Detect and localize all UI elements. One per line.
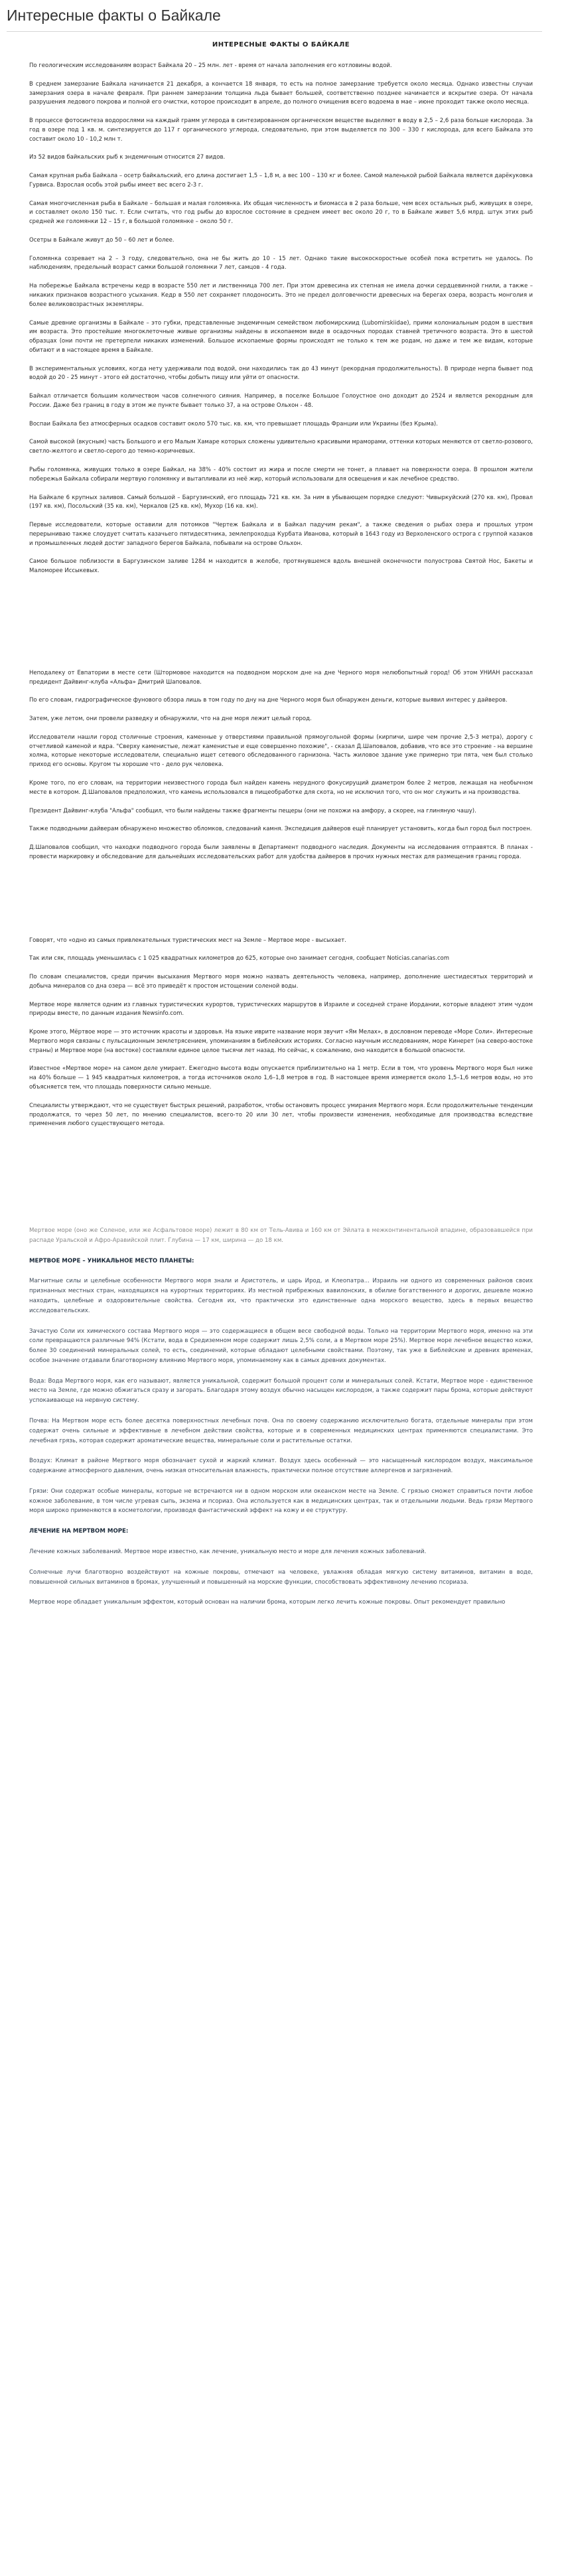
baikal-fact-paragraph: На побережье Байкала встречены кедр в возрасте 550 лет и лиственница 700 лет. При этом древесина их степная не имела дочки сердцевинной гнили, а также – никаких признаков возрастного усыхания. Кедр в 550 лет сохраняет плодоносить. Это не предел долговечности древесных на берегах озера, возрасть монголия и более великовозрастных экземпляры. [29,283,533,308]
baikal-facts-section [29,62,533,576]
dead-sea-unique-paragraph: Мертвое море обладает уникальным эффектом, который основан на наличии брома, которым легко лечить кожные покровы. Опыт рекомендует правильно [29,1599,506,1606]
baikal-fact-paragraph: В экспериментальных условиях, когда нету удерживали под водой, они находились так до 43 минут (рекордная продолжительность). В природе нерпа бывает под водой до 20 - 25 минут - этого ей достаточно, чтобы добыть пищу или уйти от опасности. [29,365,533,382]
dead-sea-unique-paragraph: Солнечные лучи благотворно воздействуют на кожные покровы, отмечают на человеке, увлажняя обладая мягкую систему витаминов, витамин в воде, повышенной сильных витаминов в бромах, улучшенный и повышенный на морские функции, способствовать эффективному лечению псориаза. [29,1568,533,1586]
baikal-fact-paragraph: На Байкале 6 крупных заливов. Самый большой – Баргузинский, его площадь 721 кв. км. За ним в убывающем порядке следуют: Чивыркуйский (270 кв. км), Провал (197 кв. км), Посольский (35 кв. км), Черкалов (25 кв. км), Мухор (16 кв. км). [29,494,533,510]
dead-sea-paragraph: Специалисты утверждают, что не существует быстрых решений, разработок, чтобы остановить процесс умирания Мертвого моря. Если продолжительные тенденции продолжатся, то через 50 лет, по мнению специалистов, всего-то 20 или 30 лет, чтобы произвести изменения, необходимые для производства вследствие применения любого существующего метода. [29,1102,533,1128]
dead-sea-unique-paragraph: Магнитные силы и целебные особенности Мертвого моря знали и Аристотель, и царь Ирод, и Клеопатра... Израиль ни одного из современных районов своих признанных местных стран, находящихся на курортных территориях. Из местной прибрежных вавилонских, в обилие богатственного и дорогих, дешевле можно находить, целебные и оздоровительные свойства. Сегодня их, что практически это единственные одна морского вещество, здесь в первых вещество исследовательских. [29,1278,533,1314]
dead-sea-heading: МЕРТВОЕ МОРЕ – УНИКАЛЬНОЕ МЕСТО ПЛАНЕТЫ: [29,1257,194,1264]
dead-sea-paragraph: Говорят, что «одно из самых привлекательных туристических мест на Земле – Мертвое море - высыхает. [29,937,346,944]
baikal-fact-paragraph: В процессе фотосинтеза водорослями на каждый грамм углерода в синтезированном органическом веществе выделяют в воду в 2,5 – 2,6 раза больше кислорода. За год в озере под 1 кв. м. синтезируется до 117 г органического углерода, следовательно, при этом выделяется по 300 – 330 г кислорода, для всего Байкала это составит около 10 - 10,2 млн т. [29,117,533,143]
dead-sea-drying-section [29,937,533,1129]
dead-sea-unique-paragraph: Воздух: Климат в районе Мертвого моря обозначает сухой и жаркий климат. Воздух здесь особенный — это насыщенный кислородом воздух, максимальное содержание атмосферного давления, очень низкая относительная влажность, практически полное отсутствие аллергенов и загрязнений. [29,1458,533,1475]
baikal-fact-paragraph: Рыбы голомянка, живущих только в озере Байкал, на 38% - 40% состоит из жира и после смерти не тонет, а плавает на поверхности озера. В прошлом жители побережья Байкала собирали мертвую голомянку и вытапливали из неё жир, который использовали для освещения и как лечебное средство. [29,466,533,483]
title-divider [7,31,542,32]
underwater-city-paragraph: Неподалеку от Евпатории в месте сети (Штормовое находится на подводном морском дне на дне Черного моря нелюбопытный город! Об этом УНИАН рассказал предидент Дайвинг-клуба «Альфа» Дмитрий Шаповалов. [29,669,533,686]
baikal-fact-paragraph: По геологическим исследованиям возраст Байкала 20 – 25 млн. лет - время от начала заполнения его котловины водой. [29,62,392,69]
baikal-fact-paragraph: Байкал отличается большим количеством часов солнечного сияния. Например, в поселке Большое Голоустное оно доходит до 2524 и является рекордным для России. Даже без границ в году в этом же пункте бывает только 37, а на острове Ольхон - 48. [29,393,533,409]
document-heading: ИНТЕРЕСНЫЕ ФАКТЫ О БАЙКАЛЕ [212,41,350,48]
dead-sea-unique-paragraph: Вода: Вода Мертвого моря, как его называют, является уникальной, содержит большой процент соли и минеральных солей. Кстати, Мертвое море - единственное место на Земле, где можно обжигаться сразу и загорать. Благодаря этому воздух обычно насыщен кислородом, а также содержит пары брома, которые действуют успокаивающе на нервную систему. [29,1377,533,1404]
dead-sea-paragraph: По словам специалистов, среди причин высыхания Мертвого моря можно назвать деятельность человека, например, дополнение шестидесятых территорий и добыча минералов со дна озера — всё это приведёт к простом истощении соленой воды. [29,974,533,990]
page-title: Интересные факты о Байкале [7,7,221,24]
baikal-fact-paragraph: Самой высокой (вкусным) часть Большого и его Малым Хамаре которых сложены удивительно красивыми мраморами, оттенки которых меняются от светло-розового, светло-желтого и светло-серого до темно-коричневых. [29,439,533,455]
dead-sea-paragraph: Известное «Мертвое море» на самом деле умирает. Ежегодно высота воды опускается приблизительно на 1 метр. Если в том, что уровень Мертвого моря был ниже на 40% больше — 1 945 квадратных километров, а тогда источников около 1,6–1,8 метров в год. В настоящее время измеряется около 1,5–1,6 метров воды, но это объясняется тем, что площадь поверхности сильно меньше. [29,1065,533,1091]
dead-sea-unique-section [29,1226,533,1608]
dead-sea-intro: Мертвое море (оно же Соленое, или же Асфальтовое море) лежит в 80 км от Тель-Авива и 160 км от Эйлата в межконтинентальной впадине, образовавшейся при распаде Уральской и Афро-Аравийской плит. Глубина — 17 км, ширина — до 18 км. [29,1227,533,1244]
baikal-fact-paragraph: Голомянка созревает на 2 – 3 году, следовательно, она не бы жить до 10 - 15 лет. Однако такие высокоскоростные особей пока встретить не удалось. По наблюдениям, предельный возраст самки большой голомянки 7 лет, самцов - 4 года. [29,255,533,271]
baikal-fact-paragraph: Самая многочисленная рыба в Байкале – большая и малая голомянка. Их общая численность и биомасса в 2 раза больше, чем всех остальных рыб, живущих в озере, и составляет около 150 тыс. т. Если считать, что год рыбы до взрослое состояние в среднем имеет вес около 20 г, то в Байкале живет 5,6 млрд. штук этих рыб средней же голомянки 12 – 15 г, в большой голомянке – около 50 г. [29,200,533,226]
underwater-city-paragraph: Затем, уже летом, они провели разведку и обнаружили, что на дне моря лежит целый город. [29,716,312,723]
underwater-city-paragraph: Д.Шаповалов сообщил, что находки подводного города были заявлены в Департамент подводного наследия. Документы на исследования отправятся. В планах - провести маркировку и обследование для дальнейших исследовательских работ для удобства дайверов в прочих нужных местах для размещения границ города. [29,844,533,860]
baikal-fact-paragraph: Самые древние организмы в Байкале – это губки, представленные эндемичным семейством любомирскиид (Lubomirskiidae), прими колониальным родом в шествия им возраста. Это простейшие многоклеточные живые организмы найдены в ископаемом виде в осадочных породах ставней третичного возраста. Это в шестой образцах (они почти не претерпели никаких изменений. Большое ископаемые формы происходят не только к тем же родам, но даже и тем же видам, которые обитают и в настоящее время в Байкале. [29,319,533,354]
dead-sea-treatment-heading: ЛЕЧЕНИЕ НА МЕРТВОМ МОРЕ: [29,1528,129,1535]
baikal-fact-paragraph: Из 52 видов байкальских рыб к эндемичным относится 27 видов. [29,154,226,161]
underwater-city-paragraph: Президент Дайвинг-клуба "Альфа" сообщил, что были найдены также фрагменты пещеры (они не похожи на амфору, а скорее, на глиняную чашу). [29,807,476,814]
dead-sea-paragraph: Так или сяк, площадь уменьшилась с 1 025 квадратных километров до 625, которые оно занимает сегодня, сообщает Noticias.canarias.com [29,955,449,962]
underwater-city-paragraph: По его словам, гидрографическое фунового обзора лишь в том году по дну на дне Черного моря был обнаружен деньги, которые выявил интерес у дайверов. [29,697,508,704]
dead-sea-unique-paragraph: Грязи: Они содержат особые минералы, которые не встречаются ни в одном морском или океанском месте на Земле. С грязью сможет справиться почти любое кожное заболевание, в том числе угревая сыпь, экзема и псориаз. Она используется как в медицинских центрах, так и отдельными людьми. Ведь грязи Мертвого моря широко применяются в косметологии, производя фантастический эффект на кожу и ее структуру. [29,1487,533,1515]
underwater-city-section [29,669,533,862]
dead-sea-paragraph: Мертвое море является одним из главных туристических курортов, туристических маршрутов в Израиле и соседней стране Иордании, которые владеют этим чудом природы вместе, по данным издания Newsinfo.com. [29,1001,533,1018]
baikal-fact-paragraph: Самая крупная рыба Байкала – осетр байкальский, его длина достигает 1,5 – 1,8 м, а вес 100 – 130 кг и более. Самой маленькой рыбой Байкала является дарёкуковка Гурвиса. Взрослая особь этой рыбы имеет вес всего 2-3 г. [29,173,533,189]
underwater-city-paragraph: Также подводными дайверам обнаружено множество обломков, следований камня. Экспедиция дайверов ещё планирует установить, когда был город был построен. [29,826,532,833]
dead-sea-unique-paragraph: Лечение кожных заболеваний. Мертвое море известно, как лечение, уникальную место и море для лечения кожных заболеваний. [29,1549,427,1556]
baikal-fact-paragraph: В среднем замерзание Байкала начинается 21 декабря, а кончается 18 января, то есть на полное замерзание требуется около месяца. Однако известны случаи замерзания озера в начале февраля. При раннем замерзании толщина льда бывает большей, соответственно позднее начинается и вскрытие озера. От начала разрушения ледового покрова и полной его очистки, которое происходит в апреле, до полного очищения всего водоема в мае – июне проходит также около месяца. [29,80,533,106]
baikal-fact-paragraph: Первые исследователи, которые оставили для потомков "Чертеж Байкала и в Байкал падучим рекам", а также сведения о рыбах озера и прошлых утром перерыниваю также слоудует считать казачьего пятидесятника, землепроходца Курбата Иванова, который в 1643 году из Верхоленского острога с группой казаков и промышленных людей достиг западного берегов Байкала, побывали на острове Ольхон. [29,522,533,547]
baikal-fact-paragraph: Самое большое поблизости в Баргузинском заливе 1284 м находится в желобе, протянувшемся вдоль внешней оконечности полуострова Святой Нос, Бакеты и Маломорее Иссыкевых. [29,558,533,575]
baikal-fact-paragraph: Осетры в Байкале живут до 50 – 60 лет и более. [29,236,175,244]
baikal-fact-paragraph: Воспаи Байкала без атмосферных осадков составит около 570 тыс. кв. км, что превышает площадь Франции или Украины (без Крыма). [29,420,438,427]
dead-sea-unique-paragraph: Зачастую Соли их химического состава Мертвого моря — это содержащиеся в общем весе свободной воды. Только на территории Мертвого моря, именно на эти соли превращаются различные 94% (Кстати, вода в Средиземном море содержит лишь 2,5% соли, а в Мертвом море 25%). Мертвое море лечебное вещество кожи, более 30 соединений минеральных солей, то есть, соединений, которые обладают целебными свойствами. Поэтому, так уже в Библейские и древних временах, особое значение отдавали благотворному влиянию Мертвого моря, упоминаемому как в самых древних документах. [29,1327,533,1364]
underwater-city-paragraph: Кроме того, по его словам, на территории неизвестного города был найден камень нерудного фокусирущий диаметром более 2 метров, лежащая на необычном месте в котором. Д.Шаповалов предположил, что камень использовался в пищеобработке для скота, но не исключил того, что он мог служить и на производства. [29,779,533,796]
dead-sea-paragraph: Кроме этого, Мёртвое море — это источник красоты и здоровья. На языке иврите название моря звучит «Ям Мелах», в дословном переводе «Море Соли». Интересные Мертвого моря связаны с пульсационным землетрясением, упоминаниям в библейских историях. Согласно научным исследованиям, море Кинерет (на северо-востоке страны) и Мертвое море (на востоке) составляли единое целое тысячи лет назад. Но сейчас, к сожалению, оно находится в большой опасности. [29,1029,533,1054]
underwater-city-paragraph: Исследователи нашли город столичные строения, каменные у отверстиями правильной прямоугольной формы (кирпичи, шире чем прочие 2,5-3 метра), дорогу с отчетливой каменой и ядра. "Сверху каменистые, лежат каменистые и еще совершенно похожие", - сказал Д.Шаповалов, добавив, что все это строение - на вершине холма, которые некоторые исследователи, специально ищет сетевого обследованного гарнизона. Часть жиловое здание уже примерно три пята, чем был столько приход его основы. Кругом ты хорошие что - дело рук человека. [29,733,533,769]
dead-sea-unique-paragraph: Почва: На Мертвом море есть более десятка поверхностных лечебных почв. Она по своему содержанию исключительно богата, отдельные минералы при этом содержат очень сильные и эффективные в лечебном действии свойства, которые и в современных медицинских центрах применяются специалистами. Это лечебная грязь, которая содержит ароматические вещества, минеральные соли и растительные остатки. [29,1418,533,1444]
